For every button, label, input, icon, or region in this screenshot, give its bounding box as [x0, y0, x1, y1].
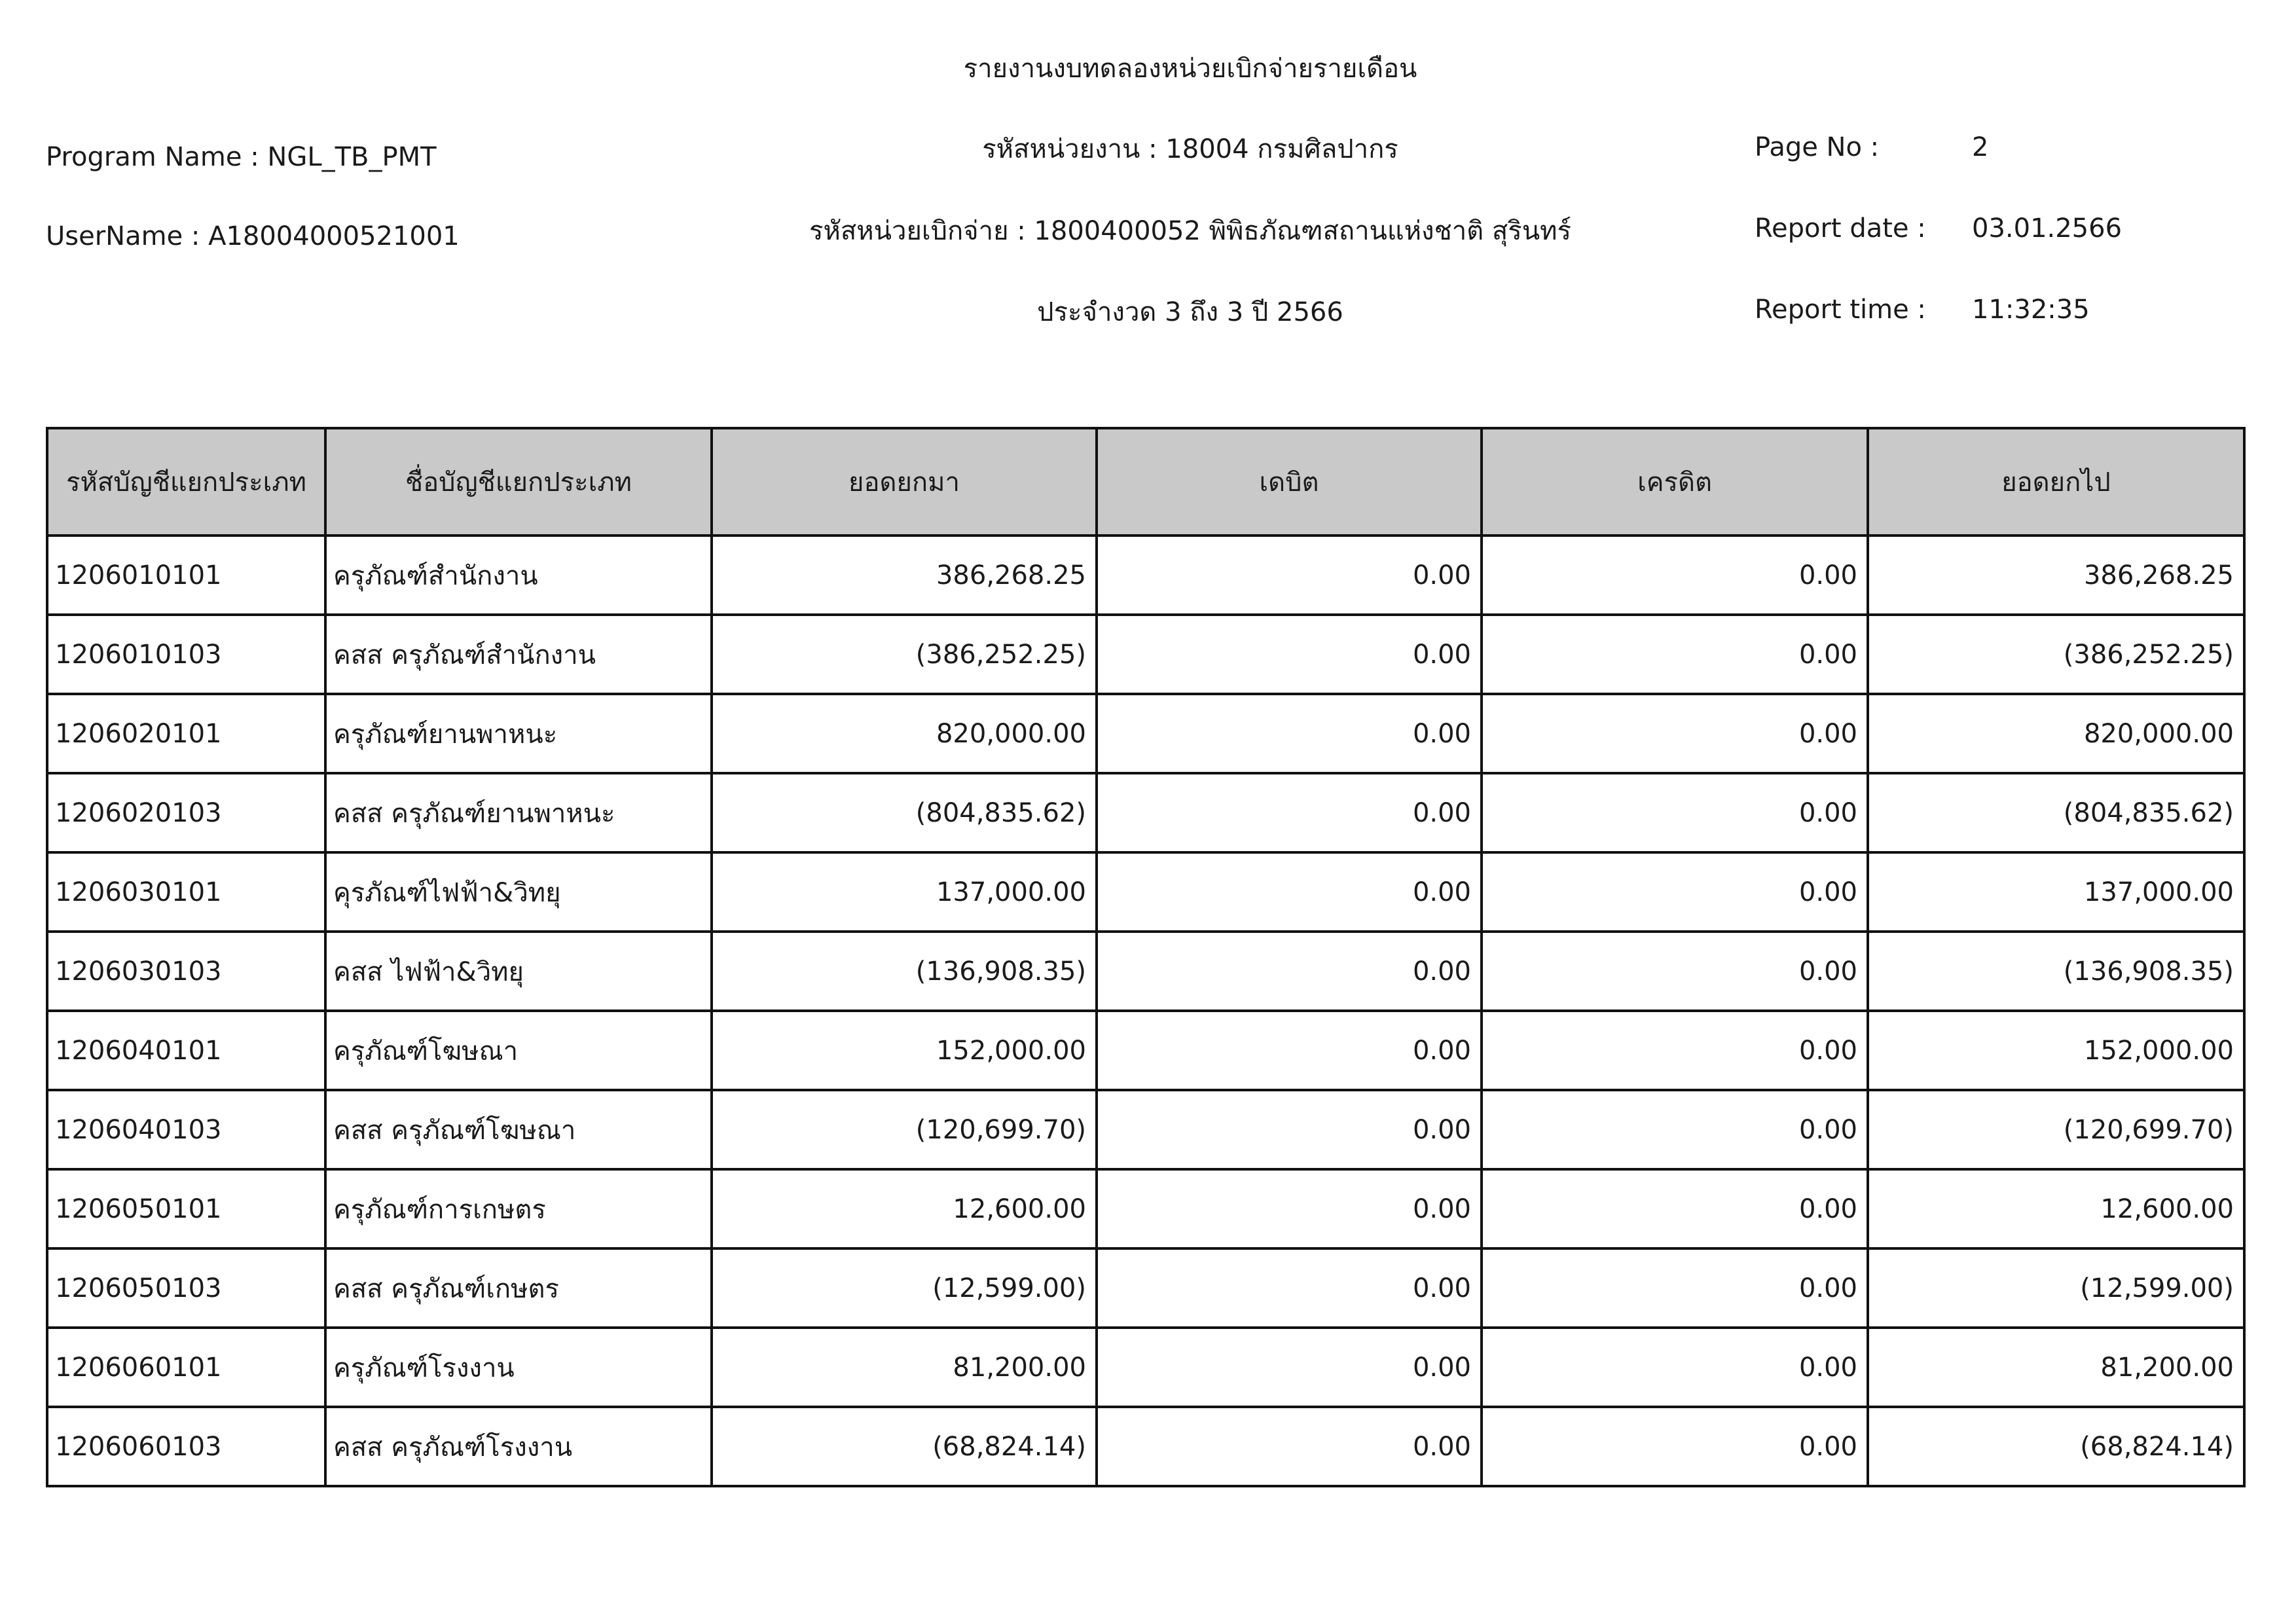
table-row [47, 694, 2244, 773]
table-row [47, 1090, 2244, 1169]
col-header-debit: เดบิต [1097, 428, 1482, 536]
debit: 0.00 [1097, 1011, 1482, 1090]
closing-balance: (12,599.00) [1868, 1248, 2244, 1328]
opening-balance: 152,000.00 [712, 1011, 1097, 1090]
agency-line: รหัสหน่วยงาน : 18004 กรมศิลปากร [982, 134, 1398, 164]
closing-balance: (120,699.70) [1868, 1090, 2244, 1169]
report-title: รายงานงบทดลองหน่วยเบิกจ่ายรายเดือน [963, 54, 1417, 84]
closing-balance: 137,000.00 [1868, 852, 2244, 932]
account-code: 1206030101 [47, 852, 325, 932]
account-name: คสส ไฟฟ้า&วิทยุ [325, 932, 712, 1011]
trial-balance-table-wrap [46, 427, 2243, 1487]
credit: 0.00 [1482, 1090, 1868, 1169]
debit: 0.00 [1097, 1169, 1482, 1248]
table-row [47, 1407, 2244, 1486]
table-row [47, 852, 2244, 932]
opening-balance: 820,000.00 [712, 694, 1097, 773]
opening-balance: 137,000.00 [712, 852, 1097, 932]
credit: 0.00 [1482, 1011, 1868, 1090]
credit: 0.00 [1482, 1169, 1868, 1248]
debit: 0.00 [1097, 1248, 1482, 1328]
opening-balance: 386,268.25 [712, 536, 1097, 615]
trial-balance-table [46, 427, 2246, 1487]
account-name: ครุภัณฑ์สำนักงาน [325, 536, 712, 615]
account-code: 1206030103 [47, 932, 325, 1011]
table-row [47, 1328, 2244, 1407]
account-name: ครุภัณฑ์ยานพาหนะ [325, 694, 712, 773]
page-no-value: 2 [1972, 132, 1989, 162]
account-name: ครุภัณฑ์โฆษณา [325, 1011, 712, 1090]
debit: 0.00 [1097, 1328, 1482, 1407]
closing-balance: 152,000.00 [1868, 1011, 2244, 1090]
opening-balance: (804,835.62) [712, 773, 1097, 852]
credit: 0.00 [1482, 852, 1868, 932]
debit: 0.00 [1097, 932, 1482, 1011]
closing-balance: (68,824.14) [1868, 1407, 2244, 1486]
account-name: คสส ครุภัณฑ์ยานพาหนะ [325, 773, 712, 852]
table-row [47, 1011, 2244, 1090]
report-time-value: 11:32:35 [1972, 295, 2090, 325]
account-code: 1206010103 [47, 615, 325, 694]
closing-balance: 386,268.25 [1868, 536, 2244, 615]
credit: 0.00 [1482, 1407, 1868, 1486]
opening-balance: (68,824.14) [712, 1407, 1097, 1486]
table-row [47, 1169, 2244, 1248]
debit: 0.00 [1097, 694, 1482, 773]
account-code: 1206060103 [47, 1407, 325, 1486]
closing-balance: (386,252.25) [1868, 615, 2244, 694]
credit: 0.00 [1482, 932, 1868, 1011]
closing-balance: 81,200.00 [1868, 1328, 2244, 1407]
user-name: UserName : A18004000521001 [46, 221, 460, 251]
account-code: 1206020103 [47, 773, 325, 852]
account-name: คสส ครุภัณฑ์โรงงาน [325, 1407, 712, 1486]
debit: 0.00 [1097, 1090, 1482, 1169]
account-code: 1206050103 [47, 1248, 325, 1328]
opening-balance: 12,600.00 [712, 1169, 1097, 1248]
col-header-account-name: ชื่อบัญชีแยกประเภท [325, 428, 712, 536]
col-header-credit: เครดิต [1482, 428, 1868, 536]
account-code: 1206060101 [47, 1328, 325, 1407]
closing-balance: 12,600.00 [1868, 1169, 2244, 1248]
account-code: 1206050101 [47, 1169, 325, 1248]
opening-balance: (136,908.35) [712, 932, 1097, 1011]
table-row [47, 615, 2244, 694]
opening-balance: (120,699.70) [712, 1090, 1097, 1169]
table-header-row [47, 428, 2244, 536]
account-name: ครุภัณฑ์โรงงาน [325, 1328, 712, 1407]
debit: 0.00 [1097, 773, 1482, 852]
account-code: 1206040101 [47, 1011, 325, 1090]
account-code: 1206010101 [47, 536, 325, 615]
col-header-account-code: รหัสบัญชีแยกประเภท [47, 428, 325, 536]
credit: 0.00 [1482, 536, 1868, 615]
account-code: 1206020101 [47, 694, 325, 773]
account-name: คสส ครุภัณฑ์เกษตร [325, 1248, 712, 1328]
debit: 0.00 [1097, 615, 1482, 694]
col-header-closing-balance: ยอดยกไป [1868, 428, 2244, 536]
closing-balance: (804,835.62) [1868, 773, 2244, 852]
program-name: Program Name : NGL_TB_PMT [46, 142, 437, 172]
account-name: คสส ครุภัณฑ์สำนักงาน [325, 615, 712, 694]
table-row [47, 773, 2244, 852]
debit: 0.00 [1097, 536, 1482, 615]
debit: 0.00 [1097, 852, 1482, 932]
debit: 0.00 [1097, 1407, 1482, 1486]
report-date-label: Report date : [1755, 213, 1926, 244]
page-no-label: Page No : [1755, 132, 1880, 162]
credit: 0.00 [1482, 773, 1868, 852]
credit: 0.00 [1482, 694, 1868, 773]
account-name: คสส ครุภัณฑ์โฆษณา [325, 1090, 712, 1169]
period-line: ประจำงวด 3 ถึง 3 ปี 2566 [1037, 297, 1343, 327]
account-name: คุรภัณฑ์ไฟฟ้า&วิทยุ [325, 852, 712, 932]
table-row [47, 932, 2244, 1011]
account-code: 1206040103 [47, 1090, 325, 1169]
credit: 0.00 [1482, 1248, 1868, 1328]
credit: 0.00 [1482, 1328, 1868, 1407]
credit: 0.00 [1482, 615, 1868, 694]
closing-balance: (136,908.35) [1868, 932, 2244, 1011]
opening-balance: (386,252.25) [712, 615, 1097, 694]
table-row [47, 536, 2244, 615]
col-header-opening-balance: ยอดยกมา [712, 428, 1097, 536]
closing-balance: 820,000.00 [1868, 694, 2244, 773]
opening-balance: 81,200.00 [712, 1328, 1097, 1407]
report-date-value: 03.01.2566 [1972, 213, 2123, 244]
account-name: ครุภัณฑ์การเกษตร [325, 1169, 712, 1248]
opening-balance: (12,599.00) [712, 1248, 1097, 1328]
table-row [47, 1248, 2244, 1328]
disbursing-unit-line: รหัสหน่วยเบิกจ่าย : 1800400052 พิพิธภัณฑสถานแห่งชาติ สุรินทร์ [809, 216, 1571, 246]
report-time-label: Report time : [1755, 295, 1926, 325]
